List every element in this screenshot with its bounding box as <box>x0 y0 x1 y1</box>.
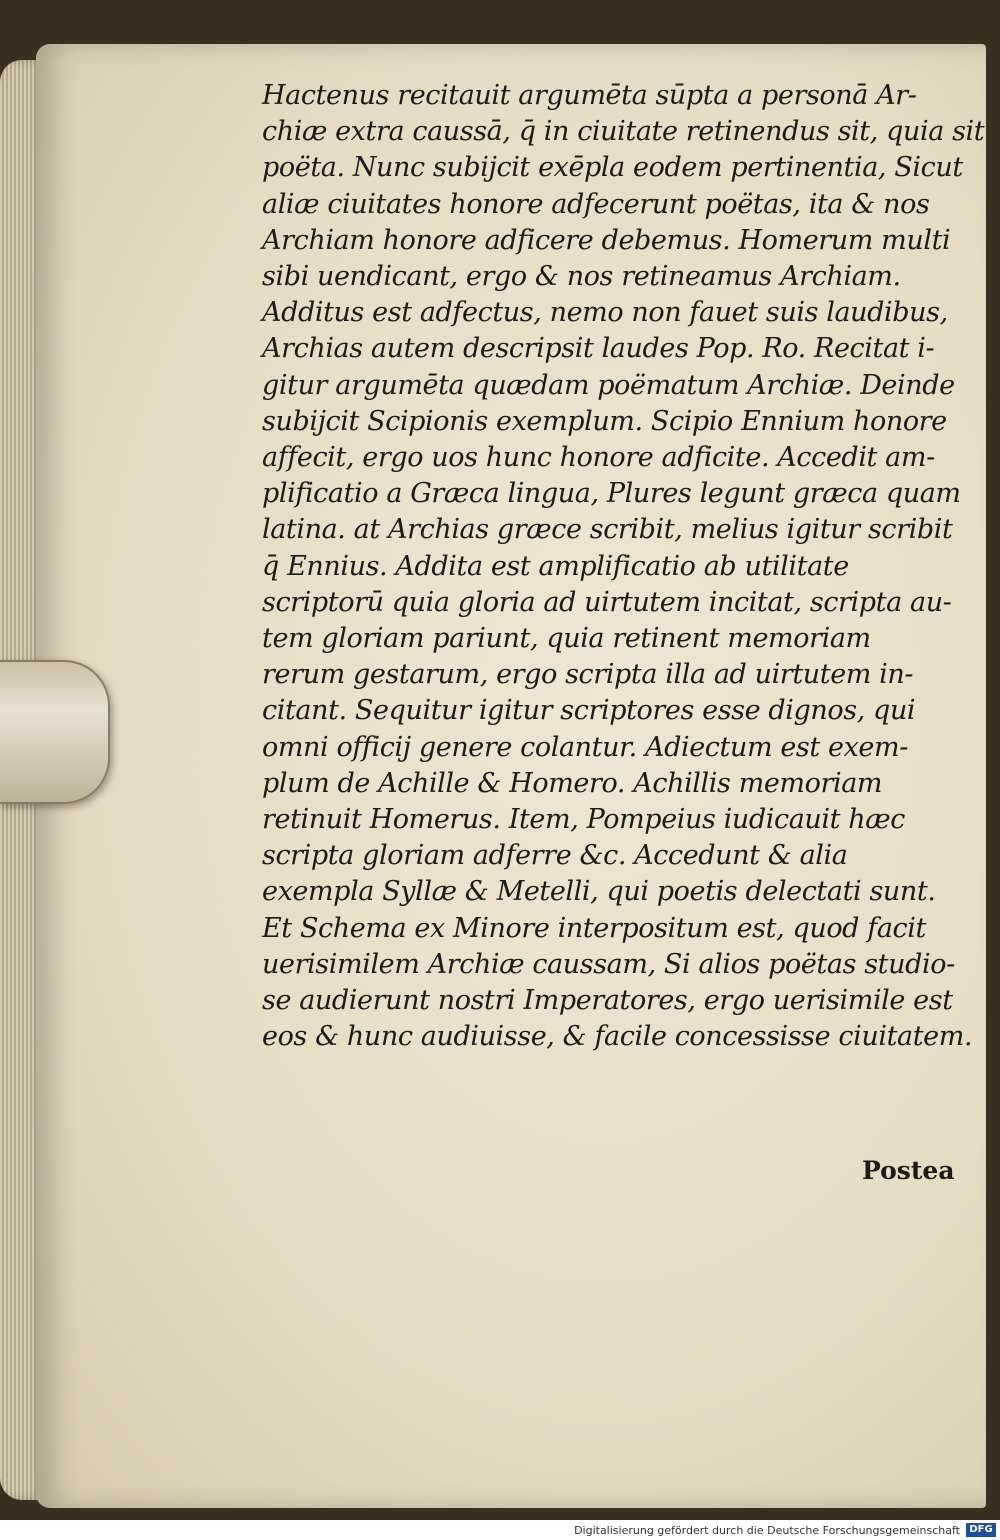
text-line: retinuit Homerus. Item, Pompeius iudicauit hæc <box>262 804 905 836</box>
text-line: Archiam honore adficere debemus. Homerum multi <box>262 224 951 256</box>
text-line: exempla Syllæ & Metelli, qui poetis delectati sunt. <box>262 876 936 908</box>
text-line: scriptorū quia gloria ad uirtutem incitat, scripta au- <box>262 586 952 618</box>
text-line: rerum gestarum, ergo scripta illa ad uirtutem in- <box>262 659 914 691</box>
text-line: affecit, ergo uos hunc honore adficite. Accedit am- <box>262 442 935 474</box>
text-line: poëta. Nunc subijcit exēpla eodem pertinentia, Sicut <box>262 152 963 184</box>
text-line: se audierunt nostri Imperatores, ergo uerisimile est <box>262 985 953 1017</box>
catchword: Postea <box>862 1156 955 1185</box>
text-line: subijcit Scipionis exemplum. Scipio Ennium honore <box>262 405 947 437</box>
text-line: sibi uendicant, ergo & nos retineamus Archiam. <box>262 261 901 293</box>
text-line: tem gloriam pariunt, quia retinent memoriam <box>262 623 871 655</box>
text-line: aliæ ciuitates honore adfecerunt poëtas, ita & nos <box>262 188 930 220</box>
text-line: eos & hunc audiuisse, & facile concessisse ciuitatem. <box>262 1021 973 1053</box>
text-line: gitur argumēta quædam poëmatum Archiæ. Deinde <box>262 369 955 401</box>
dfg-logo: DFG <box>966 1523 996 1537</box>
text-line: citant. Sequitur igitur scriptores esse dignos, qui <box>262 695 916 727</box>
text-line: plificatio a Græca lingua, Plures legunt græca quam <box>262 478 961 510</box>
text-line: Et Schema ex Minore interpositum est, quod facit <box>262 912 926 944</box>
text-line: omni officij genere colantur. Adiectum est exem- <box>262 731 908 763</box>
page-text <box>262 78 985 1055</box>
text-line: Archias autem descripsit laudes Pop. Ro. Recitat i- <box>262 333 935 365</box>
footer-credit: Digitalisierung gefördert durch die Deutsche Forschungsgemeinschaft <box>574 1524 960 1537</box>
text-line: chiæ extra caussā, q̄ in ciuitate retinendus sit, quia sit <box>262 116 985 148</box>
text-line: latina. at Archias græce scribit, melius igitur scribit <box>262 514 953 546</box>
text-line: scripta gloriam adferre &c. Accedunt & alia <box>262 840 848 872</box>
book-clasp <box>0 660 110 804</box>
text-line: Additus est adfectus, nemo non fauet suis laudibus, <box>262 297 948 329</box>
text-line: plum de Achille & Homero. Achillis memoriam <box>262 767 883 799</box>
text-line: q̄ Ennius. Addita est amplificatio ab utilitate <box>262 550 849 582</box>
text-line: Hactenus recitauit argumēta sūpta a personā Ar- <box>262 80 917 111</box>
text-line: uerisimilem Archiæ caussam, Si alios poëtas studio- <box>262 948 955 980</box>
